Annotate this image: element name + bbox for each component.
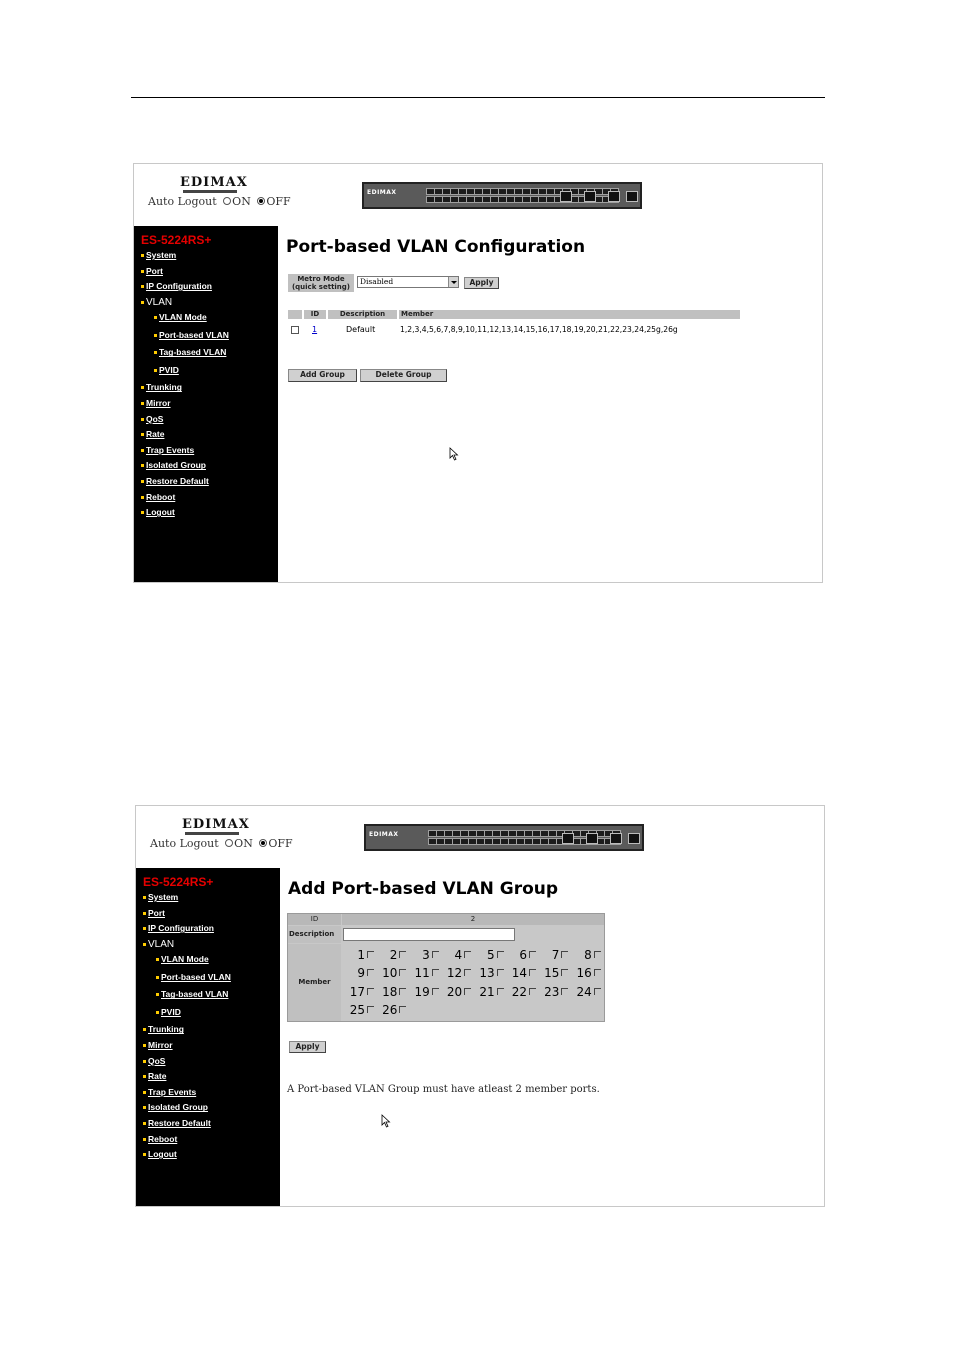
port-number-label: 17 bbox=[349, 984, 365, 999]
table-header-select bbox=[288, 310, 302, 319]
logo-tagline-bar bbox=[183, 190, 237, 193]
vlan-description: Default bbox=[346, 325, 376, 334]
screenshot-add-port-based-vlan-group bbox=[135, 805, 825, 1207]
bullet-icon bbox=[143, 1138, 146, 1141]
bullet-icon bbox=[141, 270, 144, 273]
sidebar-item-reboot[interactable] bbox=[143, 1134, 231, 1150]
port-number-label: 23 bbox=[544, 984, 560, 999]
bullet-icon bbox=[154, 351, 157, 354]
member-port-checkbox[interactable] bbox=[571, 985, 601, 999]
sidebar-link[interactable]: System bbox=[148, 892, 179, 902]
sidebar-item-tag-based-vlan[interactable] bbox=[141, 347, 229, 365]
checkbox-icon[interactable] bbox=[497, 951, 504, 958]
description-input[interactable] bbox=[343, 928, 515, 941]
member-port-checkbox[interactable] bbox=[538, 966, 568, 980]
sidebar-item-pvid[interactable] bbox=[141, 365, 229, 383]
sidebar-link[interactable]: Isolated Group bbox=[146, 460, 206, 471]
bullet-icon bbox=[156, 1011, 159, 1014]
add-group-button[interactable]: Add Group bbox=[288, 369, 357, 382]
checkbox-icon[interactable] bbox=[399, 969, 406, 976]
sidebar-link[interactable]: Logout bbox=[146, 507, 175, 518]
sidebar-link[interactable]: Rate bbox=[146, 429, 165, 440]
sidebar-item-logout[interactable] bbox=[141, 507, 229, 523]
page-title: Port-based VLAN Configuration bbox=[286, 237, 586, 257]
metro-mode-label-line2: (quick setting) bbox=[291, 283, 351, 291]
sidebar-link[interactable]: Restore Default bbox=[146, 475, 209, 486]
logo-tagline-bar bbox=[185, 832, 239, 835]
sidebar-link[interactable]: Port bbox=[148, 907, 165, 918]
metro-mode-label bbox=[288, 274, 354, 292]
checkbox-icon[interactable] bbox=[432, 988, 439, 995]
sidebar-link[interactable]: Tag-based VLAN bbox=[159, 347, 227, 358]
member-port-checkbox[interactable] bbox=[409, 966, 439, 980]
checkbox-icon[interactable] bbox=[464, 988, 471, 995]
checkbox-icon[interactable] bbox=[432, 969, 439, 976]
auto-logout-on-label: ON bbox=[234, 837, 253, 850]
sidebar-item-qos[interactable] bbox=[143, 1056, 231, 1072]
sidebar-item-restore-default[interactable] bbox=[141, 476, 229, 492]
edimax-logo bbox=[180, 175, 248, 193]
sidebar-item-trap-events[interactable] bbox=[143, 1087, 231, 1103]
sidebar-item-tag-based-vlan[interactable] bbox=[143, 989, 231, 1007]
sidebar-link[interactable]: Port bbox=[146, 265, 163, 276]
delete-group-button[interactable]: Delete Group bbox=[360, 369, 447, 382]
sidebar-item-mirror[interactable] bbox=[143, 1040, 231, 1056]
apply-button[interactable]: Apply bbox=[289, 1041, 326, 1053]
bullet-icon bbox=[154, 369, 157, 372]
sfp-slot-icon bbox=[610, 833, 622, 844]
auto-logout-label: Auto Logout bbox=[148, 195, 217, 208]
bullet-icon bbox=[141, 402, 144, 405]
metro-mode-value: Disabled bbox=[360, 277, 394, 286]
sfp-slot-icon bbox=[626, 191, 638, 202]
sidebar-nav bbox=[141, 250, 229, 523]
id-value: 2 bbox=[342, 914, 604, 925]
member-port-checkbox[interactable] bbox=[376, 985, 406, 999]
bullet-icon bbox=[141, 301, 144, 304]
auto-logout-on-radio[interactable] bbox=[225, 839, 233, 847]
bullet-icon bbox=[156, 958, 159, 961]
member-port-checkbox[interactable] bbox=[441, 966, 471, 980]
vlan-id-link[interactable]: 1 bbox=[312, 325, 318, 334]
description-label: Description bbox=[288, 926, 341, 943]
checkbox-icon[interactable] bbox=[594, 988, 601, 995]
sidebar-item-system[interactable] bbox=[141, 250, 229, 266]
model-name: ES-5224RS+ bbox=[141, 233, 212, 247]
member-port-checkbox[interactable] bbox=[409, 985, 439, 999]
sidebar-item-vlan[interactable] bbox=[141, 297, 229, 313]
port-number-label: 25 bbox=[349, 1002, 365, 1017]
sidebar-item-trunking[interactable] bbox=[143, 1024, 231, 1040]
checkbox-icon[interactable] bbox=[529, 951, 536, 958]
member-ports-area bbox=[342, 944, 604, 1021]
sidebar-link[interactable]: Restore Default bbox=[148, 1117, 211, 1128]
sidebar-link[interactable]: Trap Events bbox=[146, 444, 195, 455]
apply-button[interactable]: Apply bbox=[464, 277, 499, 289]
sidebar-link[interactable]: Reboot bbox=[146, 491, 176, 502]
checkbox-icon[interactable] bbox=[399, 951, 406, 958]
sfp-slot-icon bbox=[586, 833, 598, 844]
mouse-pointer-icon bbox=[449, 447, 459, 461]
checkbox-icon[interactable] bbox=[561, 951, 568, 958]
sidebar-item-vlan-mode[interactable] bbox=[141, 312, 229, 330]
member-port-checkbox[interactable] bbox=[474, 948, 504, 962]
sidebar-link[interactable]: Trap Events bbox=[148, 1086, 197, 1097]
member-label: Member bbox=[288, 944, 341, 1021]
sidebar-link[interactable]: Reboot bbox=[148, 1133, 178, 1144]
auto-logout-on-label: ON bbox=[232, 195, 251, 208]
main-content bbox=[278, 226, 822, 582]
screenshot-port-based-vlan-config bbox=[133, 163, 823, 583]
sfp-slot-icon bbox=[584, 191, 596, 202]
checkbox-icon[interactable] bbox=[399, 988, 406, 995]
port-number-label: 10 bbox=[382, 966, 398, 981]
sidebar-link[interactable]: Port-based VLAN bbox=[159, 329, 229, 340]
sidebar-item-isolated-group[interactable] bbox=[141, 460, 229, 476]
port-number-label: 4 bbox=[454, 948, 463, 962]
member-port-checkbox[interactable] bbox=[441, 948, 471, 962]
checkbox-icon[interactable] bbox=[367, 951, 374, 958]
sidebar-item-port[interactable] bbox=[143, 908, 231, 924]
sidebar-link[interactable]: VLAN bbox=[148, 938, 175, 950]
bullet-icon bbox=[141, 254, 144, 257]
sidebar-link[interactable]: Trunking bbox=[148, 1024, 184, 1035]
sidebar-item-rate[interactable] bbox=[143, 1071, 231, 1087]
port-number-label: 9 bbox=[357, 966, 365, 981]
bullet-icon bbox=[143, 896, 146, 899]
sidebar-item-system[interactable] bbox=[143, 892, 231, 908]
port-number-label: 16 bbox=[576, 966, 592, 981]
bullet-icon bbox=[141, 511, 144, 514]
checkbox-icon[interactable] bbox=[367, 969, 374, 976]
auto-logout-label: Auto Logout bbox=[150, 837, 219, 850]
member-port-checkbox[interactable] bbox=[344, 948, 374, 962]
checkbox-icon[interactable] bbox=[432, 951, 439, 958]
sidebar-link[interactable]: Rate bbox=[148, 1071, 167, 1082]
auto-logout-off-label: OFF bbox=[268, 837, 293, 850]
checkbox-icon[interactable] bbox=[529, 988, 536, 995]
sfp-slot-icon bbox=[562, 833, 574, 844]
logo-text: EDIMAX bbox=[180, 175, 248, 190]
header bbox=[134, 164, 822, 226]
bullet-icon bbox=[143, 1075, 146, 1078]
port-number-label: 11 bbox=[414, 966, 430, 981]
checkbox-icon[interactable] bbox=[367, 1006, 374, 1013]
member-port-checkbox[interactable] bbox=[538, 985, 568, 999]
table-header-member: Member bbox=[399, 310, 740, 319]
bullet-icon bbox=[141, 386, 144, 389]
auto-logout-off-radio[interactable] bbox=[257, 197, 265, 205]
sidebar-link[interactable]: QoS bbox=[148, 1055, 166, 1066]
port-number-label: 20 bbox=[446, 984, 463, 999]
port-number-label: 12 bbox=[446, 966, 463, 981]
port-number-label: 8 bbox=[584, 948, 592, 962]
member-port-checkbox[interactable] bbox=[474, 966, 504, 980]
bullet-icon bbox=[141, 433, 144, 436]
sidebar-link[interactable]: Logout bbox=[148, 1149, 177, 1160]
auto-logout-off-label: OFF bbox=[266, 195, 291, 208]
member-port-checkbox[interactable] bbox=[538, 948, 568, 962]
sidebar-item-pvid[interactable] bbox=[143, 1007, 231, 1025]
member-port-checkbox[interactable] bbox=[344, 966, 374, 980]
checkbox-icon[interactable] bbox=[594, 951, 601, 958]
table-header-description: Description bbox=[328, 310, 397, 319]
sidebar-link[interactable]: VLAN bbox=[146, 296, 173, 308]
bullet-icon bbox=[143, 1106, 146, 1109]
bullet-icon bbox=[141, 480, 144, 483]
bullet-icon bbox=[141, 285, 144, 288]
sidebar-link[interactable]: VLAN Mode bbox=[161, 954, 209, 965]
main-content bbox=[280, 868, 824, 1206]
checkbox-icon[interactable] bbox=[561, 988, 568, 995]
checkbox-icon[interactable] bbox=[464, 951, 471, 958]
port-number-label: 21 bbox=[479, 984, 495, 999]
bullet-icon bbox=[156, 993, 159, 996]
port-number-label: 5 bbox=[486, 948, 495, 962]
sidebar-link[interactable]: QoS bbox=[146, 413, 164, 424]
member-port-checkbox[interactable] bbox=[376, 966, 406, 980]
sidebar-link[interactable]: Trunking bbox=[146, 382, 182, 393]
auto-logout-off-radio[interactable] bbox=[259, 839, 267, 847]
member-port-checkbox[interactable] bbox=[474, 985, 504, 999]
bullet-icon bbox=[141, 418, 144, 421]
sidebar-link[interactable]: Tag-based VLAN bbox=[161, 989, 229, 1000]
sfp-slot-icon bbox=[608, 191, 620, 202]
page-title: Add Port-based VLAN Group bbox=[288, 879, 559, 899]
port-number-label: 2 bbox=[389, 948, 398, 962]
sidebar-item-ip-configuration[interactable] bbox=[141, 281, 229, 297]
sidebar-link[interactable]: PVID bbox=[161, 1006, 181, 1017]
port-number-label: 19 bbox=[414, 984, 430, 999]
bullet-icon bbox=[143, 1044, 146, 1047]
member-port-checkbox[interactable] bbox=[506, 985, 536, 999]
checkbox-icon[interactable] bbox=[399, 1006, 406, 1013]
port-number-label: 26 bbox=[382, 1002, 398, 1017]
checkbox-icon[interactable] bbox=[464, 969, 471, 976]
sidebar-item-rate[interactable] bbox=[141, 429, 229, 445]
member-port-checkbox[interactable] bbox=[506, 948, 536, 962]
sidebar-item-ip-configuration[interactable] bbox=[143, 923, 231, 939]
chevron-down-icon[interactable] bbox=[448, 277, 458, 287]
member-port-checkbox[interactable] bbox=[571, 948, 601, 962]
member-port-checkbox[interactable] bbox=[571, 966, 601, 980]
member-port-checkbox[interactable] bbox=[376, 1003, 406, 1017]
switch-front-panel-image bbox=[364, 824, 644, 851]
sidebar-link[interactable]: IP Configuration bbox=[148, 923, 214, 934]
sidebar-link[interactable]: VLAN Mode bbox=[159, 312, 207, 323]
bullet-icon bbox=[143, 912, 146, 915]
bullet-icon bbox=[156, 976, 159, 979]
device-brand-label: EDIMAX bbox=[369, 831, 399, 838]
checkbox-icon[interactable] bbox=[594, 969, 601, 976]
bullet-icon bbox=[141, 464, 144, 467]
page-top-rule bbox=[131, 97, 825, 98]
auto-logout bbox=[150, 837, 293, 850]
bullet-icon bbox=[143, 1153, 146, 1156]
checkbox-icon[interactable] bbox=[497, 988, 504, 995]
member-port-checkbox[interactable] bbox=[344, 985, 374, 999]
vlan-members: 1,2,3,4,5,6,7,8,9,10,11,12,13,14,15,16,17,18,19,20,21,22,23,24,25g,26g bbox=[400, 325, 678, 334]
port-number-label: 18 bbox=[382, 984, 398, 999]
sidebar-item-restore-default[interactable] bbox=[143, 1118, 231, 1134]
bullet-icon bbox=[143, 1122, 146, 1125]
sidebar-nav bbox=[143, 892, 231, 1165]
sidebar-link[interactable]: IP Configuration bbox=[146, 281, 212, 292]
sidebar-item-reboot[interactable] bbox=[141, 492, 229, 508]
port-number-label: 15 bbox=[544, 966, 560, 981]
member-requirement-note: A Port-based VLAN Group must have atleast 2 member ports. bbox=[287, 1084, 600, 1095]
sidebar-item-port[interactable] bbox=[141, 266, 229, 282]
sidebar-item-port-based-vlan[interactable] bbox=[143, 972, 231, 990]
bullet-icon bbox=[141, 449, 144, 452]
bullet-icon bbox=[154, 316, 157, 319]
checkbox-icon[interactable] bbox=[367, 988, 374, 995]
auto-logout bbox=[148, 195, 291, 208]
sidebar-item-trunking[interactable] bbox=[141, 382, 229, 398]
member-port-checkbox[interactable] bbox=[506, 966, 536, 980]
sidebar-item-isolated-group[interactable] bbox=[143, 1102, 231, 1118]
sidebar bbox=[136, 868, 280, 1206]
switch-front-panel-image bbox=[362, 182, 642, 209]
port-number-label: 24 bbox=[576, 984, 592, 999]
sidebar bbox=[134, 226, 278, 582]
checkbox-icon[interactable] bbox=[561, 969, 568, 976]
metro-mode-select[interactable] bbox=[357, 276, 459, 288]
sidebar-item-port-based-vlan[interactable] bbox=[141, 330, 229, 348]
device-brand-label: EDIMAX bbox=[367, 189, 397, 196]
edimax-logo bbox=[182, 817, 250, 835]
sidebar-item-vlan-mode[interactable] bbox=[143, 954, 231, 972]
member-port-checkbox[interactable] bbox=[376, 948, 406, 962]
sidebar-link[interactable]: System bbox=[146, 250, 177, 260]
sidebar-link[interactable]: Mirror bbox=[148, 1039, 173, 1050]
checkbox-icon[interactable] bbox=[497, 969, 504, 976]
sidebar-link[interactable]: Port-based VLAN bbox=[161, 971, 231, 982]
sidebar-item-vlan[interactable] bbox=[143, 939, 231, 955]
header bbox=[136, 806, 824, 868]
port-number-label: 13 bbox=[479, 966, 495, 981]
bullet-icon bbox=[143, 943, 146, 946]
model-name: ES-5224RS+ bbox=[143, 875, 214, 889]
port-number-label: 3 bbox=[422, 948, 430, 962]
member-port-checkbox[interactable] bbox=[409, 948, 439, 962]
bullet-icon bbox=[141, 496, 144, 499]
port-number-label: 6 bbox=[519, 948, 527, 962]
sidebar-item-mirror[interactable] bbox=[141, 398, 229, 414]
mouse-pointer-icon bbox=[381, 1114, 391, 1128]
bullet-icon bbox=[154, 334, 157, 337]
sfp-slot-icon bbox=[628, 833, 640, 844]
bullet-icon bbox=[143, 927, 146, 930]
sidebar-item-qos[interactable] bbox=[141, 414, 229, 430]
bullet-icon bbox=[143, 1028, 146, 1031]
member-port-checkbox[interactable] bbox=[344, 1003, 374, 1017]
row-select-checkbox[interactable] bbox=[291, 326, 299, 334]
sidebar-link[interactable]: Isolated Group bbox=[148, 1102, 208, 1113]
id-label: ID bbox=[288, 914, 341, 925]
add-group-form bbox=[287, 913, 605, 1022]
sidebar-link[interactable]: PVID bbox=[159, 364, 179, 375]
auto-logout-on-radio[interactable] bbox=[223, 197, 231, 205]
table-header-id: ID bbox=[304, 310, 326, 319]
logo-text: EDIMAX bbox=[182, 817, 250, 832]
sfp-slot-icon bbox=[560, 191, 572, 202]
metro-mode-label-line1: Metro Mode bbox=[297, 275, 345, 283]
member-port-checkbox[interactable] bbox=[441, 985, 471, 999]
bullet-icon bbox=[143, 1091, 146, 1094]
port-number-label: 7 bbox=[551, 948, 560, 962]
checkbox-icon[interactable] bbox=[529, 969, 536, 976]
sidebar-item-logout[interactable] bbox=[143, 1149, 231, 1165]
bullet-icon bbox=[143, 1060, 146, 1063]
sidebar-link[interactable]: Mirror bbox=[146, 397, 171, 408]
port-number-label: 1 bbox=[357, 948, 365, 962]
port-number-label: 14 bbox=[511, 966, 527, 981]
port-number-label: 22 bbox=[511, 984, 527, 999]
sidebar-item-trap-events[interactable] bbox=[141, 445, 229, 461]
